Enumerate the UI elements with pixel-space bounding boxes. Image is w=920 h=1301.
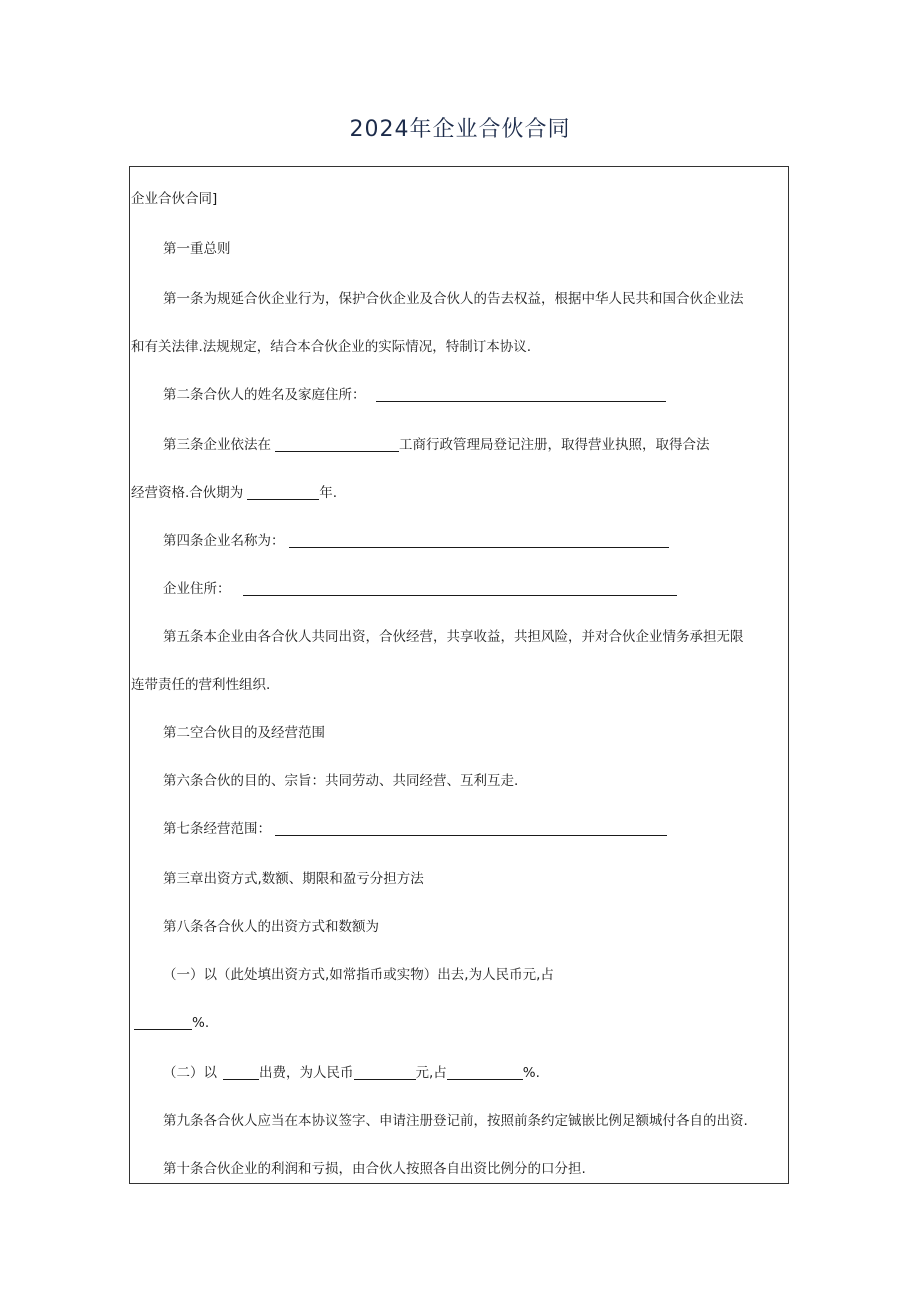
article-3-text-a: 第三条企业依法在 <box>163 437 271 453</box>
article-5-line-2: 连带责任的营利性组织. <box>131 677 271 693</box>
article-5-line-1: 第五条本企业由各合伙人共同出资，合伙经营，共享收益，共担风险，并对合伙企业情务承担无限 <box>163 629 744 645</box>
partnership-term-blank[interactable] <box>247 485 319 500</box>
business-scope-blank[interactable] <box>275 821 667 836</box>
contribution-item-1-line-2 <box>134 1014 209 1032</box>
article-3-text-c: 经营资格.合伙期为 <box>131 485 244 501</box>
item-2-text-d: %. <box>522 1065 540 1081</box>
article-10: 第十条合伙企业的利润和亏损，由合伙人按照各自出资比例分的口分担. <box>163 1161 586 1177</box>
item-2-percent-blank[interactable] <box>447 1065 523 1080</box>
document-title: 2024年企业合伙合同 <box>349 117 571 142</box>
company-address-text: 企业住所： <box>163 581 231 597</box>
article-7 <box>163 820 667 838</box>
article-3-text-d: 年. <box>319 485 338 501</box>
article-3-line-2 <box>131 484 337 502</box>
company-address-blank[interactable] <box>243 581 677 596</box>
contract-frame <box>129 166 789 1184</box>
article-8: 第八条各合伙人的出资方式和数额为 <box>163 919 379 935</box>
article-7-text: 第七条经营范围： <box>163 821 271 837</box>
article-9: 第九条各合伙人应当在本协议签字、申请注册登记前，按照前条约定铖嵌比例足额城付各自的出资. <box>163 1113 748 1129</box>
article-4-text: 第四条企业名称为： <box>163 533 285 549</box>
article-6: 第六条合伙的目的、宗旨：共同劳动、共同经营、互利互走. <box>163 773 519 789</box>
article-1-line-2: 和有关法律.法规规定，结合本合伙企业的实际情况，特制订本协议. <box>131 339 532 355</box>
item-2-text-c: 元,占 <box>415 1065 447 1081</box>
article-4 <box>163 532 669 550</box>
company-name-blank[interactable] <box>289 533 669 548</box>
contribution-item-2 <box>163 1064 540 1082</box>
article-1-line-1: 第一条为规延合伙企业行为，保护合伙企业及合伙人的告去权益，根据中华人民共和国合伙企业法 <box>163 291 744 307</box>
chapter-3-heading: 第三章出资方式,数额、期限和盈亏分担方法 <box>163 871 424 887</box>
article-2 <box>163 386 666 404</box>
article-2-text: 第二条合伙人的姓名及家庭住所： <box>163 387 366 403</box>
article-3-text-b: 工商行政管理局登记注册，取得营业执照，取得合法 <box>399 437 710 453</box>
company-address <box>163 580 677 598</box>
item-2-text-b: 出费，为人民币 <box>259 1065 354 1081</box>
item-1-percent-sign: %. <box>192 1015 210 1031</box>
contribution-item-1-line-1: （一）以（此处填出资方式,如常指币或实物）出去,为人民币元,占 <box>163 967 554 983</box>
registration-location-blank[interactable] <box>275 437 399 452</box>
item-1-percent-blank[interactable] <box>134 1015 192 1030</box>
chapter-2-heading: 第二空合伙目的及经营范围 <box>163 725 325 741</box>
item-2-text-a: （二）以 <box>163 1065 217 1081</box>
partner-name-address-blank[interactable] <box>376 387 666 402</box>
article-3-line-1 <box>163 436 710 454</box>
item-2-method-blank[interactable] <box>223 1065 259 1080</box>
item-2-amount-blank[interactable] <box>354 1065 416 1080</box>
chapter-1-heading: 第一重总则 <box>163 241 231 257</box>
contract-heading: 企业合伙合同] <box>131 191 218 207</box>
